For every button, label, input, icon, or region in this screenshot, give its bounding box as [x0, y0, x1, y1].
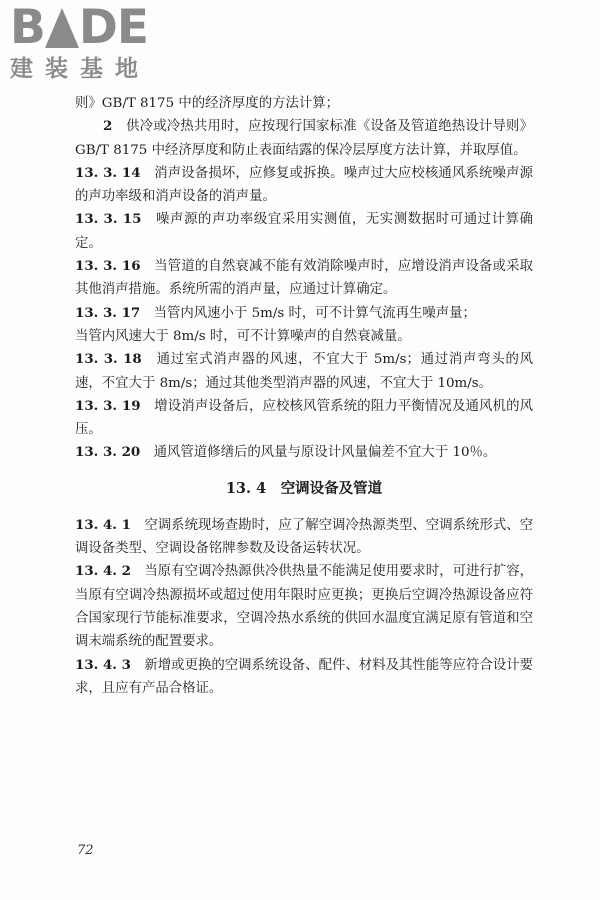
clause-13-3-19: 13. 3. 19 增设消声设备后，应校核风管系统的阻力平衡情况及通风机的风压。 [75, 397, 534, 438]
logo-letter-d: D [78, 0, 117, 55]
logo-letter-a-triangle [45, 4, 79, 52]
logo-letter-e: E [116, 0, 148, 55]
clause-13-3-15: 13. 3. 15 噪声源的声功率级宜采用实测值，无实测数据时可通过计算确定。 [75, 211, 534, 251]
clause-13-4-2: 13. 4. 2 当原有空调冷热源供冷供热量不能满足使用要求时，可进行扩容，当原有空调冷热源损坏或超过使用年限时应更换；更换后空调冷热源设备应符合国家现行节能标准要求，空调冷热水系统的供回水温度宜满足原有管道和空调末端系统的配置要求。 [75, 563, 534, 650]
clause-13-4-3: 13. 4. 3 新增或更换的空调系统设备、配件、材料及其性能等应符合设计要求，且应有产品合格证。 [75, 656, 534, 696]
clause-13-3-20: 13. 3. 20 通风管道修缮后的风量与原设计风量偏差不宜大于 10％。 [75, 444, 497, 461]
clauses-13-3 [75, 92, 533, 465]
logo-letter-b: B [10, 0, 45, 55]
clause-13-3-17: 13. 3. 17 当管内风速小于 5m/s 时，可不计算气流再生噪声量； 当管内风速大于 8m/s 时，可不计算噪声的自然衰减量。 [75, 304, 476, 344]
clause-13-3-14: 13. 3. 14 消声设备损坏，应修复或拆换。噪声过大应校核通风系统噪声源的声功率级和消声设备的消声量。 [75, 164, 534, 205]
section-heading [75, 478, 533, 500]
clause-item-2: 2 供冷或冷热共用时，应按现行国家标准《设备及管道绝热设计导则》GB/T 8175 中经济厚度和防止表面结露的保冷层厚度方法计算，并取厚值。 [75, 118, 533, 158]
clause-continuation: 则》GB/T 8175 中的经济厚度的方法计算； [75, 96, 340, 111]
clause-13-3-16: 13. 3. 16 当管道的自然衰减不能有效消除噪声时，应增设消声设备或采取其他消声措施。系统所需的消声量，应通过计算确定。 [75, 258, 534, 298]
logo-triangle-icon [45, 8, 79, 48]
clause-13-4-1: 13. 4. 1 空调系统现场查勘时，应了解空调冷热源类型、空调系统形式、空调设备类型、空调设备铭牌参数及设备运转状况。 [75, 516, 534, 557]
logo-wordmark [10, 0, 180, 55]
section-title: 空调设备及管道 [280, 479, 383, 497]
bade-logo [10, 0, 180, 88]
clause-13-3-18: 13. 3. 18 通过室式消声器的风速，不宜大于 5m/s；通过消声弯头的风速，不宜大于 8m/s；通过其他类型消声器的风速，不宜大于 10m/s。 [75, 351, 534, 391]
page-body [75, 92, 533, 700]
logo-subtitle: 建装基地 [10, 56, 150, 82]
clauses-13-4 [75, 514, 533, 700]
page-number: 72 [77, 843, 94, 858]
section-number: 13. 4 [225, 479, 267, 497]
